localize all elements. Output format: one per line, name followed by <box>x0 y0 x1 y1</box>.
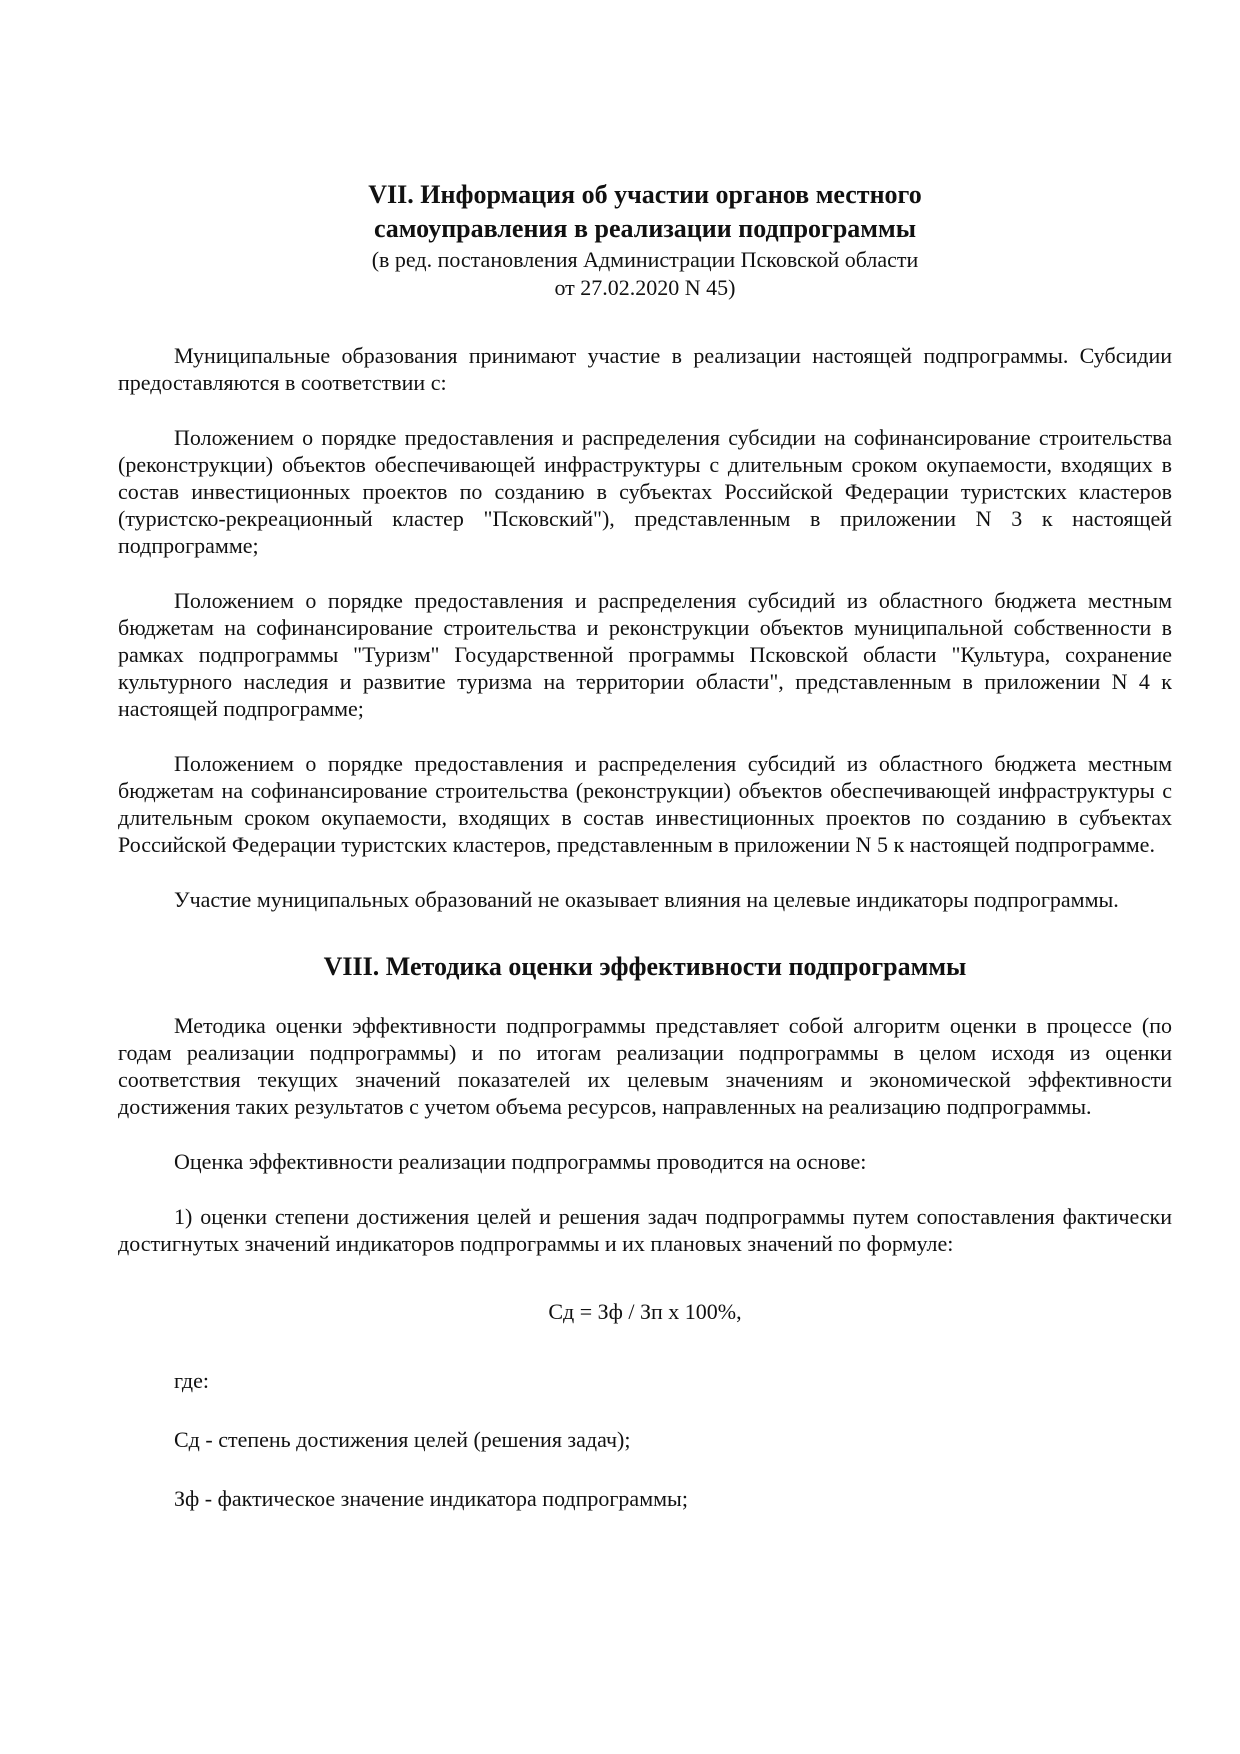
section-7-paragraph-5: Участие муниципальных образований не оказывает влияния на целевые индикаторы подпрограммы. <box>174 887 1119 912</box>
formula-definition-1: Сд - степень достижения целей (решения задач); <box>174 1427 631 1452</box>
document-page <box>118 178 1172 1512</box>
section-7-title-line-2: самоуправления в реализации подпрограммы <box>373 214 917 243</box>
section-7-edition-note <box>118 246 1172 302</box>
section-7-paragraph-3: Положением о порядке предоставления и распределения субсидий из областного бюджета местным бюджетам на софинансирование строительства и реконструкции объектов муниципальной собственности в рамках подпрограммы "Туризм" Государственной программы Псковской области "Культура, сохранение культурного наследия и развитие туризма на территории области", представленным в приложении N 4 к настоящей подпрограмме; <box>118 588 1172 721</box>
edition-note-line-1: (в ред. постановления Администрации Псковской области <box>371 247 919 272</box>
section-7-title-line-1: VII. Информация об участии органов местного <box>368 180 922 209</box>
section-8-paragraph-1: Методика оценки эффективности подпрограммы представляет собой алгоритм оценки в процессе (по годам реализации подпрограммы) и по итогам реализации подпрограммы в целом исходя из оценки соответствия текущих значений показателей их целевым значениям и экономической эффективности достижения таких результатов с учетом объема ресурсов, направленных на реализацию подпрограммы. <box>118 1013 1172 1119</box>
edition-note-line-2: от 27.02.2020 N 45) <box>554 275 736 300</box>
section-7-paragraph-2: Положением о порядке предоставления и распределения субсидии на софинансирование строительства (реконструкции) объектов обеспечивающей инфраструктуры с длительным сроком окупаемости, входящих в состав инвестиционных проектов по созданию в субъектах Российской Федерации туристских кластеров (туристско-рекреационный кластер "Псковский"), представленным в приложении N 3 к настоящей подпрограмме; <box>118 425 1172 558</box>
section-8-paragraph-3: 1) оценки степени достижения целей и решения задач подпрограммы путем сопоставления фактически достигнутых значений индикаторов подпрограммы и их плановых значений по формуле: <box>118 1204 1172 1256</box>
section-7-title <box>118 178 1172 246</box>
efficiency-formula: Сд = Зф / Зп х 100%, <box>548 1299 742 1324</box>
formula-definition-2: Зф - фактическое значение индикатора подпрограммы; <box>174 1486 688 1511</box>
section-8-title: VIII. Методика оценки эффективности подпрограммы <box>323 952 967 981</box>
formula-where-label: где: <box>174 1368 209 1393</box>
section-7-paragraph-4: Положением о порядке предоставления и распределения субсидий из областного бюджета местным бюджетам на софинансирование строительства (реконструкции) объектов обеспечивающей инфраструктуры с длительным сроком окупаемости, входящих в состав инвестиционных проектов по созданию в субъектах Российской Федерации туристских кластеров, представленным в приложении N 5 к настоящей подпрограмме. <box>118 751 1172 857</box>
section-7-paragraph-1: Муниципальные образования принимают участие в реализации настоящей подпрограммы. Субсидии предоставляются в соответствии с: <box>118 343 1172 395</box>
section-8-paragraph-2: Оценка эффективности реализации подпрограммы проводится на основе: <box>174 1149 867 1174</box>
